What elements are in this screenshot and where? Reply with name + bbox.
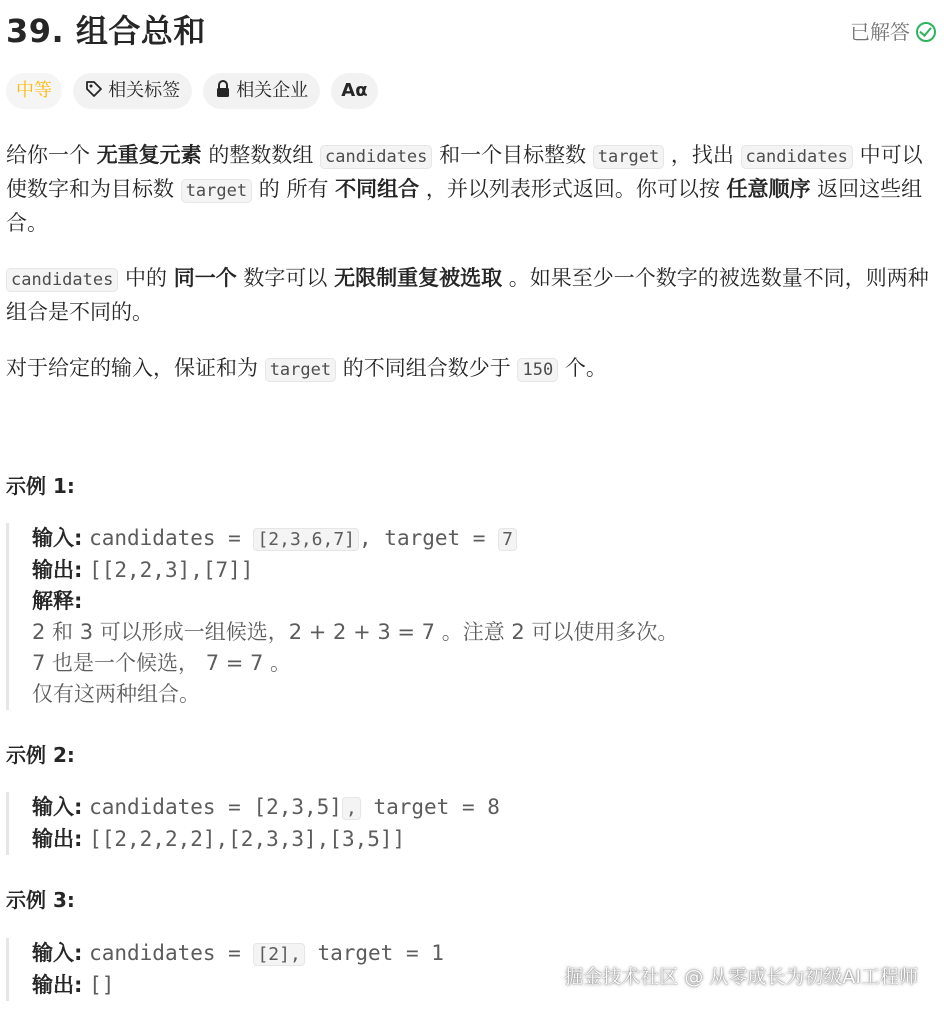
explain-line: 仅有这两种组合。 xyxy=(32,682,200,706)
desc-text: 的 所有 xyxy=(252,177,336,201)
desc-text: ，找出 xyxy=(664,143,741,167)
related-companies-button[interactable] xyxy=(203,73,320,109)
output-text: [[2,2,3],[7]] xyxy=(89,558,254,582)
desc-text: 返回这些组合。 xyxy=(6,177,923,235)
problem-title: 39. 组合总和 xyxy=(6,12,206,50)
check-circle-icon xyxy=(916,22,936,42)
input-text: candidates = [2,3,5] xyxy=(89,795,342,819)
input-text: target = 1 xyxy=(304,941,444,965)
input-label: 输入: xyxy=(32,795,83,819)
desc-text: 中可以使数字和为目标数 xyxy=(6,143,923,201)
input-label: 输入: xyxy=(32,526,83,550)
desc-bold: 任意顺序 xyxy=(726,177,811,201)
desc-text: 个。 xyxy=(558,356,607,380)
description-paragraph-2 xyxy=(6,262,932,328)
title-row xyxy=(6,6,936,52)
desc-text: 。如果至少一个数字的被选数量不同，则两种组合是不同的。 xyxy=(6,266,929,324)
input-text: target = 8 xyxy=(360,795,500,819)
example-2-block xyxy=(6,792,500,855)
output-label: 输出: xyxy=(32,827,83,851)
example-input-line xyxy=(32,523,678,555)
explain-line: 2 和 3 可以形成一组候选，2 + 2 + 3 = 7 。注意 2 可以使用多次。 xyxy=(32,620,679,644)
desc-bold: 同一个 xyxy=(173,266,237,290)
solved-status xyxy=(850,16,936,45)
font-size-button[interactable]: Aα xyxy=(331,73,377,109)
example-2-title: 示例 2: xyxy=(6,743,75,767)
inline-code: 150 xyxy=(517,358,558,382)
example-input-line xyxy=(32,938,444,970)
example-3-title: 示例 3: xyxy=(6,888,75,912)
desc-text: 的整数数组 xyxy=(201,143,321,167)
inline-code: target xyxy=(181,179,252,203)
example-1-title: 示例 1: xyxy=(6,474,75,498)
desc-bold: 不同组合 xyxy=(335,177,420,201)
desc-bold: 无重复元素 xyxy=(96,143,202,167)
inline-code: candidates xyxy=(741,145,853,169)
example-output-line xyxy=(32,970,444,1001)
input-text: , target = xyxy=(359,526,499,550)
watermark: 掘金技术社区 @ 从零成长为初级AI工程师 xyxy=(564,966,918,988)
output-text: [[2,2,2,2],[2,3,3],[3,5]] xyxy=(89,827,406,851)
input-text: candidates = xyxy=(89,941,254,965)
example-explain-label-line xyxy=(32,586,678,617)
inline-code: target xyxy=(265,358,336,382)
output-text: [] xyxy=(89,973,115,997)
lock-icon xyxy=(215,75,231,111)
desc-bold: 无限制重复被选取 xyxy=(334,266,503,290)
desc-text: 和一个目标整数 xyxy=(432,143,593,167)
inline-code: target xyxy=(593,145,664,169)
desc-text: 数字可以 xyxy=(236,266,335,290)
desc-text: 对于给定的输入，保证和为 xyxy=(6,356,265,380)
input-chip: , xyxy=(342,797,361,820)
description-paragraph-1 xyxy=(6,139,932,239)
inline-code: candidates xyxy=(6,268,118,292)
example-input-line xyxy=(32,792,500,824)
output-label: 输出: xyxy=(32,973,83,997)
example-1-block xyxy=(6,523,678,710)
explain-line: 7 也是一个候选， 7 = 7 。 xyxy=(32,651,292,675)
tag-icon xyxy=(85,75,103,111)
example-output-line xyxy=(32,555,678,586)
desc-text: 的不同组合数少于 xyxy=(336,356,518,380)
input-chip: [2], xyxy=(253,943,304,966)
example-output-line xyxy=(32,824,500,855)
desc-text: 中的 xyxy=(118,266,174,290)
related-tags-label: 相关标签 xyxy=(108,80,181,101)
solved-label: 已解答 xyxy=(850,20,910,44)
input-text: candidates = xyxy=(89,526,254,550)
related-tags-button[interactable] xyxy=(73,73,192,109)
explain-label: 解释: xyxy=(32,589,83,613)
related-companies-label: 相关企业 xyxy=(236,80,309,101)
description-paragraph-3 xyxy=(6,352,932,386)
example-3-block xyxy=(6,938,444,1001)
input-label: 输入: xyxy=(32,941,83,965)
desc-text: ，并以列表形式返回。你可以按 xyxy=(419,177,727,201)
output-label: 输出: xyxy=(32,558,83,582)
difficulty-badge[interactable]: 中等 xyxy=(6,73,62,109)
input-chip: [2,3,6,7] xyxy=(253,528,359,551)
input-chip: 7 xyxy=(498,528,517,551)
inline-code: candidates xyxy=(320,145,432,169)
tag-bar xyxy=(6,73,384,111)
desc-text: 给你一个 xyxy=(6,143,97,167)
